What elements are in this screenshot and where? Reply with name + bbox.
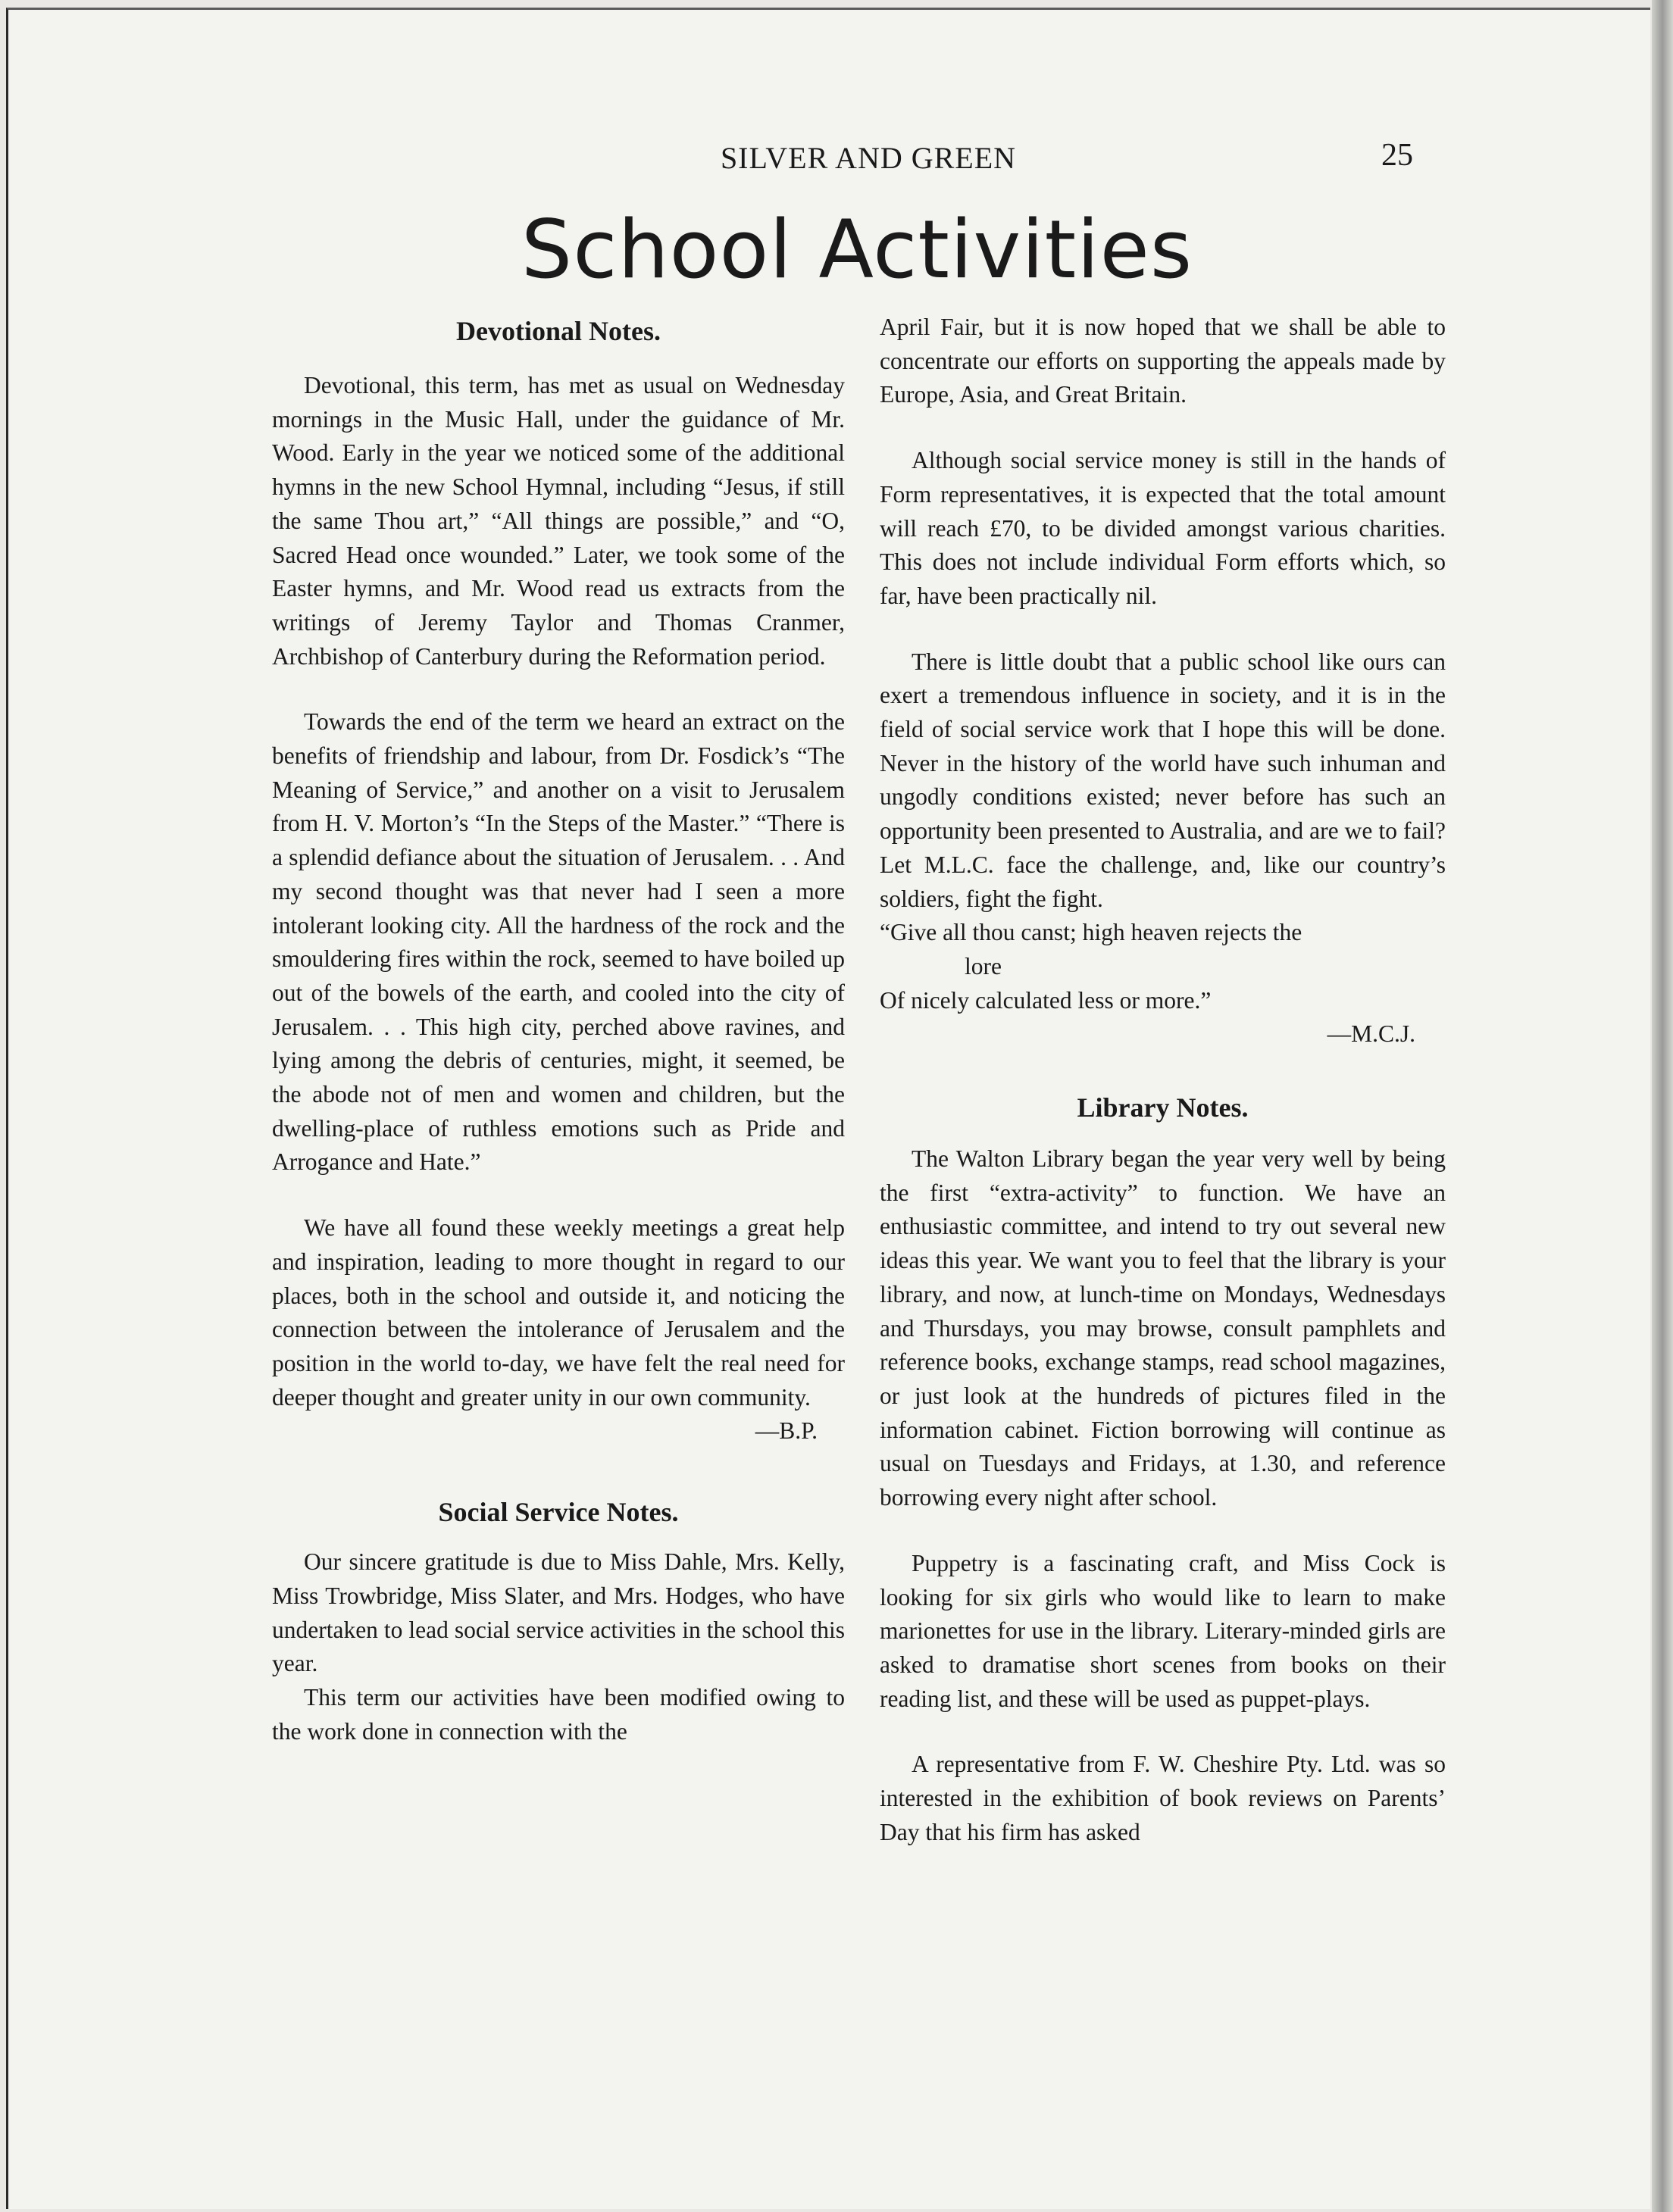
library-paragraph: The Walton Library began the year very well by being the first “extra-activity” to function. We have an enthusiastic committee, and intend to try out several new ideas this year. We want you to feel that the library is your library, and now, at lunch-time on Mondays, Wednesdays and Thursdays, you may browse, consult pamphlets and reference books, exchange stamps, read school magazines, or just look at the hundreds of pictures filed in the information cabinet. Fiction borrowing will continue as usual on Tuesdays and Fridays, at 1.30, and reference borrowing every night after school. [880,1145,1446,1511]
devotional-signature: —B.P. [755,1417,818,1445]
quote-line: Of nicely calculated less or more.” [880,986,1212,1014]
left-column [272,313,845,1748]
page [6,8,1650,2209]
right-column [880,311,1446,1849]
devotional-paragraph: We have all found these weekly meetings a great help and inspiration, leading to more thought in regard to our places, both in the school and outside it, and noticing the connection between the intolerance of Jerusalem and the position in the world to-day, we have felt the real need for deeper thought and greater unity in our own community. [272,1214,845,1411]
library-paragraph: A representative from F. W. Cheshire Pty. Ltd. was so interested in the exhibition of book reviews on Parents’ Day that his firm has asked [880,1751,1446,1845]
social-service-paragraph: Our sincere gratitude is due to Miss Dahle, Mrs. Kelly, Miss Trowbridge, Miss Slater, and Mrs. Hodges, who have undertaken to lead social service activities in the school this year. [272,1548,845,1677]
quote-line: lore [965,952,1002,979]
social-service-paragraph: There is little doubt that a public school like ours can exert a tremendous influence in society, and it is in the field of social service work that I hope this will be done. Never in the history of the world have such inhuman and ungodly conditions existed; never before has such an opportunity been presented to Australia, and are we to fail? Let M.L.C. face the challenge, and, like our country’s soldiers, fight the fight. [880,648,1446,912]
page-title: School Activities [521,203,1193,296]
social-service-paragraph: This term our activities have been modified owing to the work done in connection with the [272,1683,845,1745]
library-heading: Library Notes. [1077,1092,1249,1123]
social-service-paragraph: April Fair, but it is now hoped that we shall be able to concentrate our efforts on supporting the appeals made by Europe, Asia, and Great Britain. [880,314,1446,408]
devotional-heading: Devotional Notes. [456,316,661,346]
library-paragraph: Puppetry is a fascinating craft, and Miss Cock is looking for six girls who would like to learn to make marionettes for use in the library. Literary-minded girls are asked to dramatise short scenes from books on their reading list, and these will be used as puppet-plays. [880,1549,1446,1712]
devotional-paragraph: Devotional, this term, has met as usual on Wednesday mornings in the Music Hall, under the guidance of Mr. Wood. Early in the year we noticed some of the additional hymns in the new School Hymnal, including “Jesus, if still the same Thou art,” “All things are possible,” and “O, Sacred Head once wounded.” Later, we took some of the Easter hymns, and Mr. Wood read us extracts from the writings of Jeremy Taylor and Thomas Cranmer, Archbishop of Canterbury during the Reformation period. [272,372,845,670]
publication-title: SILVER AND GREEN [720,141,1017,175]
social-service-heading: Social Service Notes. [438,1497,679,1528]
page-number: 25 [1381,138,1413,173]
social-service-signature: —M.C.J. [1327,1020,1415,1048]
devotional-paragraph: Towards the end of the term we heard an extract on the benefits of friendship and labour, from Dr. Fosdick’s “The Meaning of Service,” and another on a visit to Jerusalem from H. V. Morton’s “In the Steps of the Master.” “There is a splendid defiance about the situation of Jerusalem. . . And my second thought was that never had I seen a more intolerant looking city. All the hardness of the rock and the smouldering fires within the rock, seemed to have boiled up out of the bowels of the earth, and cooled into the city of Jerusalem. . . This high city, perched above ravines, and lying among the debris of centuries, might, it seemed, be the abode not of men and women and children, but the dwelling-place of ruthless emotions such as Pride and Arrogance and Hate.” [272,708,845,1176]
page-edge [1652,0,1673,2212]
social-service-paragraph: Although social service money is still in the hands of Form representatives, it is expected that the total amount will reach £70, to be divided amongst various charities. This does not include individual Form efforts which, so far, have been practically nil. [880,447,1446,609]
quote-line: “Give all thou canst; high heaven rejects the [880,919,1302,946]
